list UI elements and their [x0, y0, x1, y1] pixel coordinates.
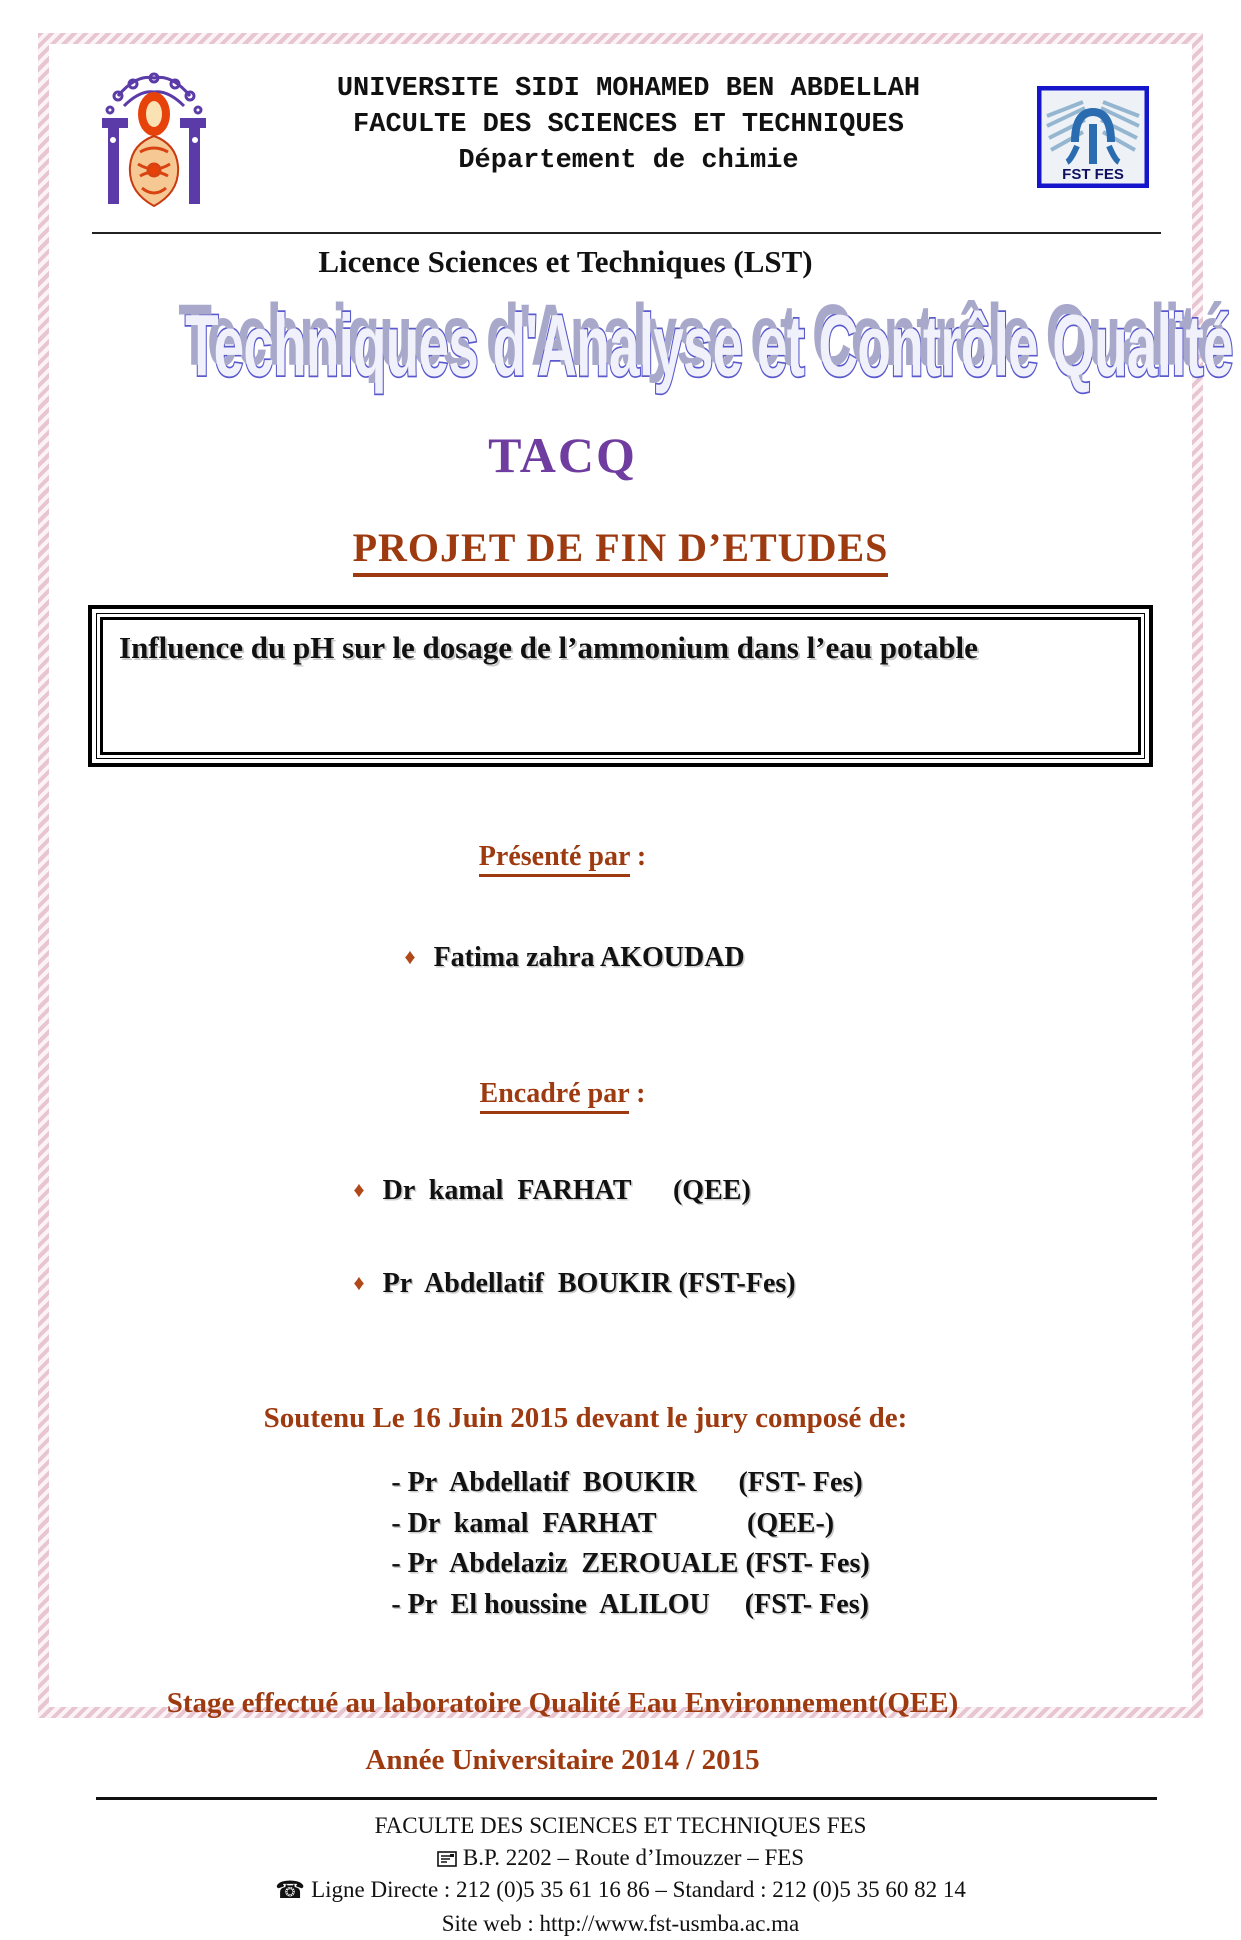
jury-heading: Soutenu Le 16 Juin 2015 devant le jury composé de:	[263, 1401, 908, 1434]
phone-icon: ☎	[275, 1877, 306, 1904]
report-type-text: PROJET DE FIN D’ETUDES	[353, 525, 889, 577]
author-list	[380, 911, 744, 1004]
jury-list	[391, 1463, 869, 1625]
supervisor-list	[329, 1144, 795, 1330]
supervisor-item	[329, 1144, 795, 1237]
presented-by-colon: :	[629, 841, 647, 872]
diamond-bullet-icon: ♦	[353, 1176, 365, 1202]
author-item	[380, 911, 744, 1004]
jury-member: - Pr Abdelaziz ZEROUALE (FST- Fes)	[391, 1548, 870, 1580]
footer-divider-line	[96, 1797, 1157, 1800]
supervisor-name: Pr Abdellatif BOUKIR (FST-Fes)	[382, 1267, 796, 1299]
department-name: Département de chimie	[458, 145, 799, 176]
supervised-by-colon: :	[629, 1077, 646, 1109]
author-name: Fatima zahra AKOUDAD	[433, 941, 745, 973]
university-name-block	[337, 72, 920, 180]
thesis-title-box-inner	[100, 617, 1141, 755]
presented-by-label: Présenté par	[479, 841, 630, 877]
program-acronym: TACQ	[488, 427, 637, 483]
supervised-by-heading	[12, 1078, 1113, 1110]
page-header	[70, 66, 1171, 218]
program-title: Licence Sciences et Techniques (LST)	[318, 244, 813, 279]
jury-member: - Pr Abdellatif BOUKIR (FST- Fes)	[391, 1466, 863, 1498]
thesis-title: Influence du pH sur le dosage de l’ammonium dans l’eau potable	[119, 630, 978, 665]
report-type-heading	[70, 524, 1171, 571]
footer-address-line	[70, 1842, 1171, 1874]
supervised-by-label: Encadré par	[480, 1078, 630, 1114]
internship-lab-line: Stage effectué au laboratoire Qualité Eau Environnement(QEE)	[166, 1687, 959, 1720]
supervisor-name: Dr kamal FARHAT (QEE)	[382, 1174, 751, 1206]
footer-phone-text: Ligne Directe : 212 (0)5 35 61 16 86 – Standard : 212 (0)5 35 60 82 14	[311, 1876, 966, 1902]
diamond-bullet-icon: ♦	[353, 1269, 365, 1295]
footer-phone-line	[70, 1874, 1171, 1908]
presented-by-heading	[12, 841, 1113, 873]
faculty-name: FACULTE DES SCIENCES ET TECHNIQUES	[353, 109, 904, 140]
university-name: UNIVERSITE SIDI MOHAMED BEN ABDELLAH	[336, 74, 921, 104]
footer-faculty-name: FACULTE DES SCIENCES ET TECHNIQUES FES	[374, 1813, 867, 1839]
thesis-title-box	[88, 605, 1153, 767]
footer-address-text: B.P. 2202 – Route d’Imouzzer – FES	[462, 1845, 805, 1871]
jury-member: - Pr El houssine ALILOU (FST- Fes)	[391, 1588, 869, 1620]
wordart-text: Techniques d'Analyse et Contrôle Qualité	[184, 297, 1233, 395]
academic-year-line: Année Universitaire 2014 / 2015	[365, 1744, 760, 1777]
diamond-bullet-icon: ♦	[404, 943, 416, 969]
jury-member: - Dr kamal FARHAT (QEE-)	[391, 1507, 835, 1539]
page-footer	[70, 1810, 1171, 1939]
thesis-title-box-mid	[96, 613, 1145, 759]
header-divider-line	[92, 232, 1161, 234]
mail-icon	[437, 1851, 457, 1867]
university-emblem-icon	[88, 66, 220, 218]
footer-website-line: Site web : http://www.fst-usmba.ac.ma	[441, 1910, 800, 1936]
supervisor-item	[329, 1237, 795, 1330]
wordart-banner	[70, 282, 1233, 400]
fst-logo-caption: FST FES	[1062, 166, 1124, 183]
fst-fes-logo-icon	[1037, 86, 1149, 188]
